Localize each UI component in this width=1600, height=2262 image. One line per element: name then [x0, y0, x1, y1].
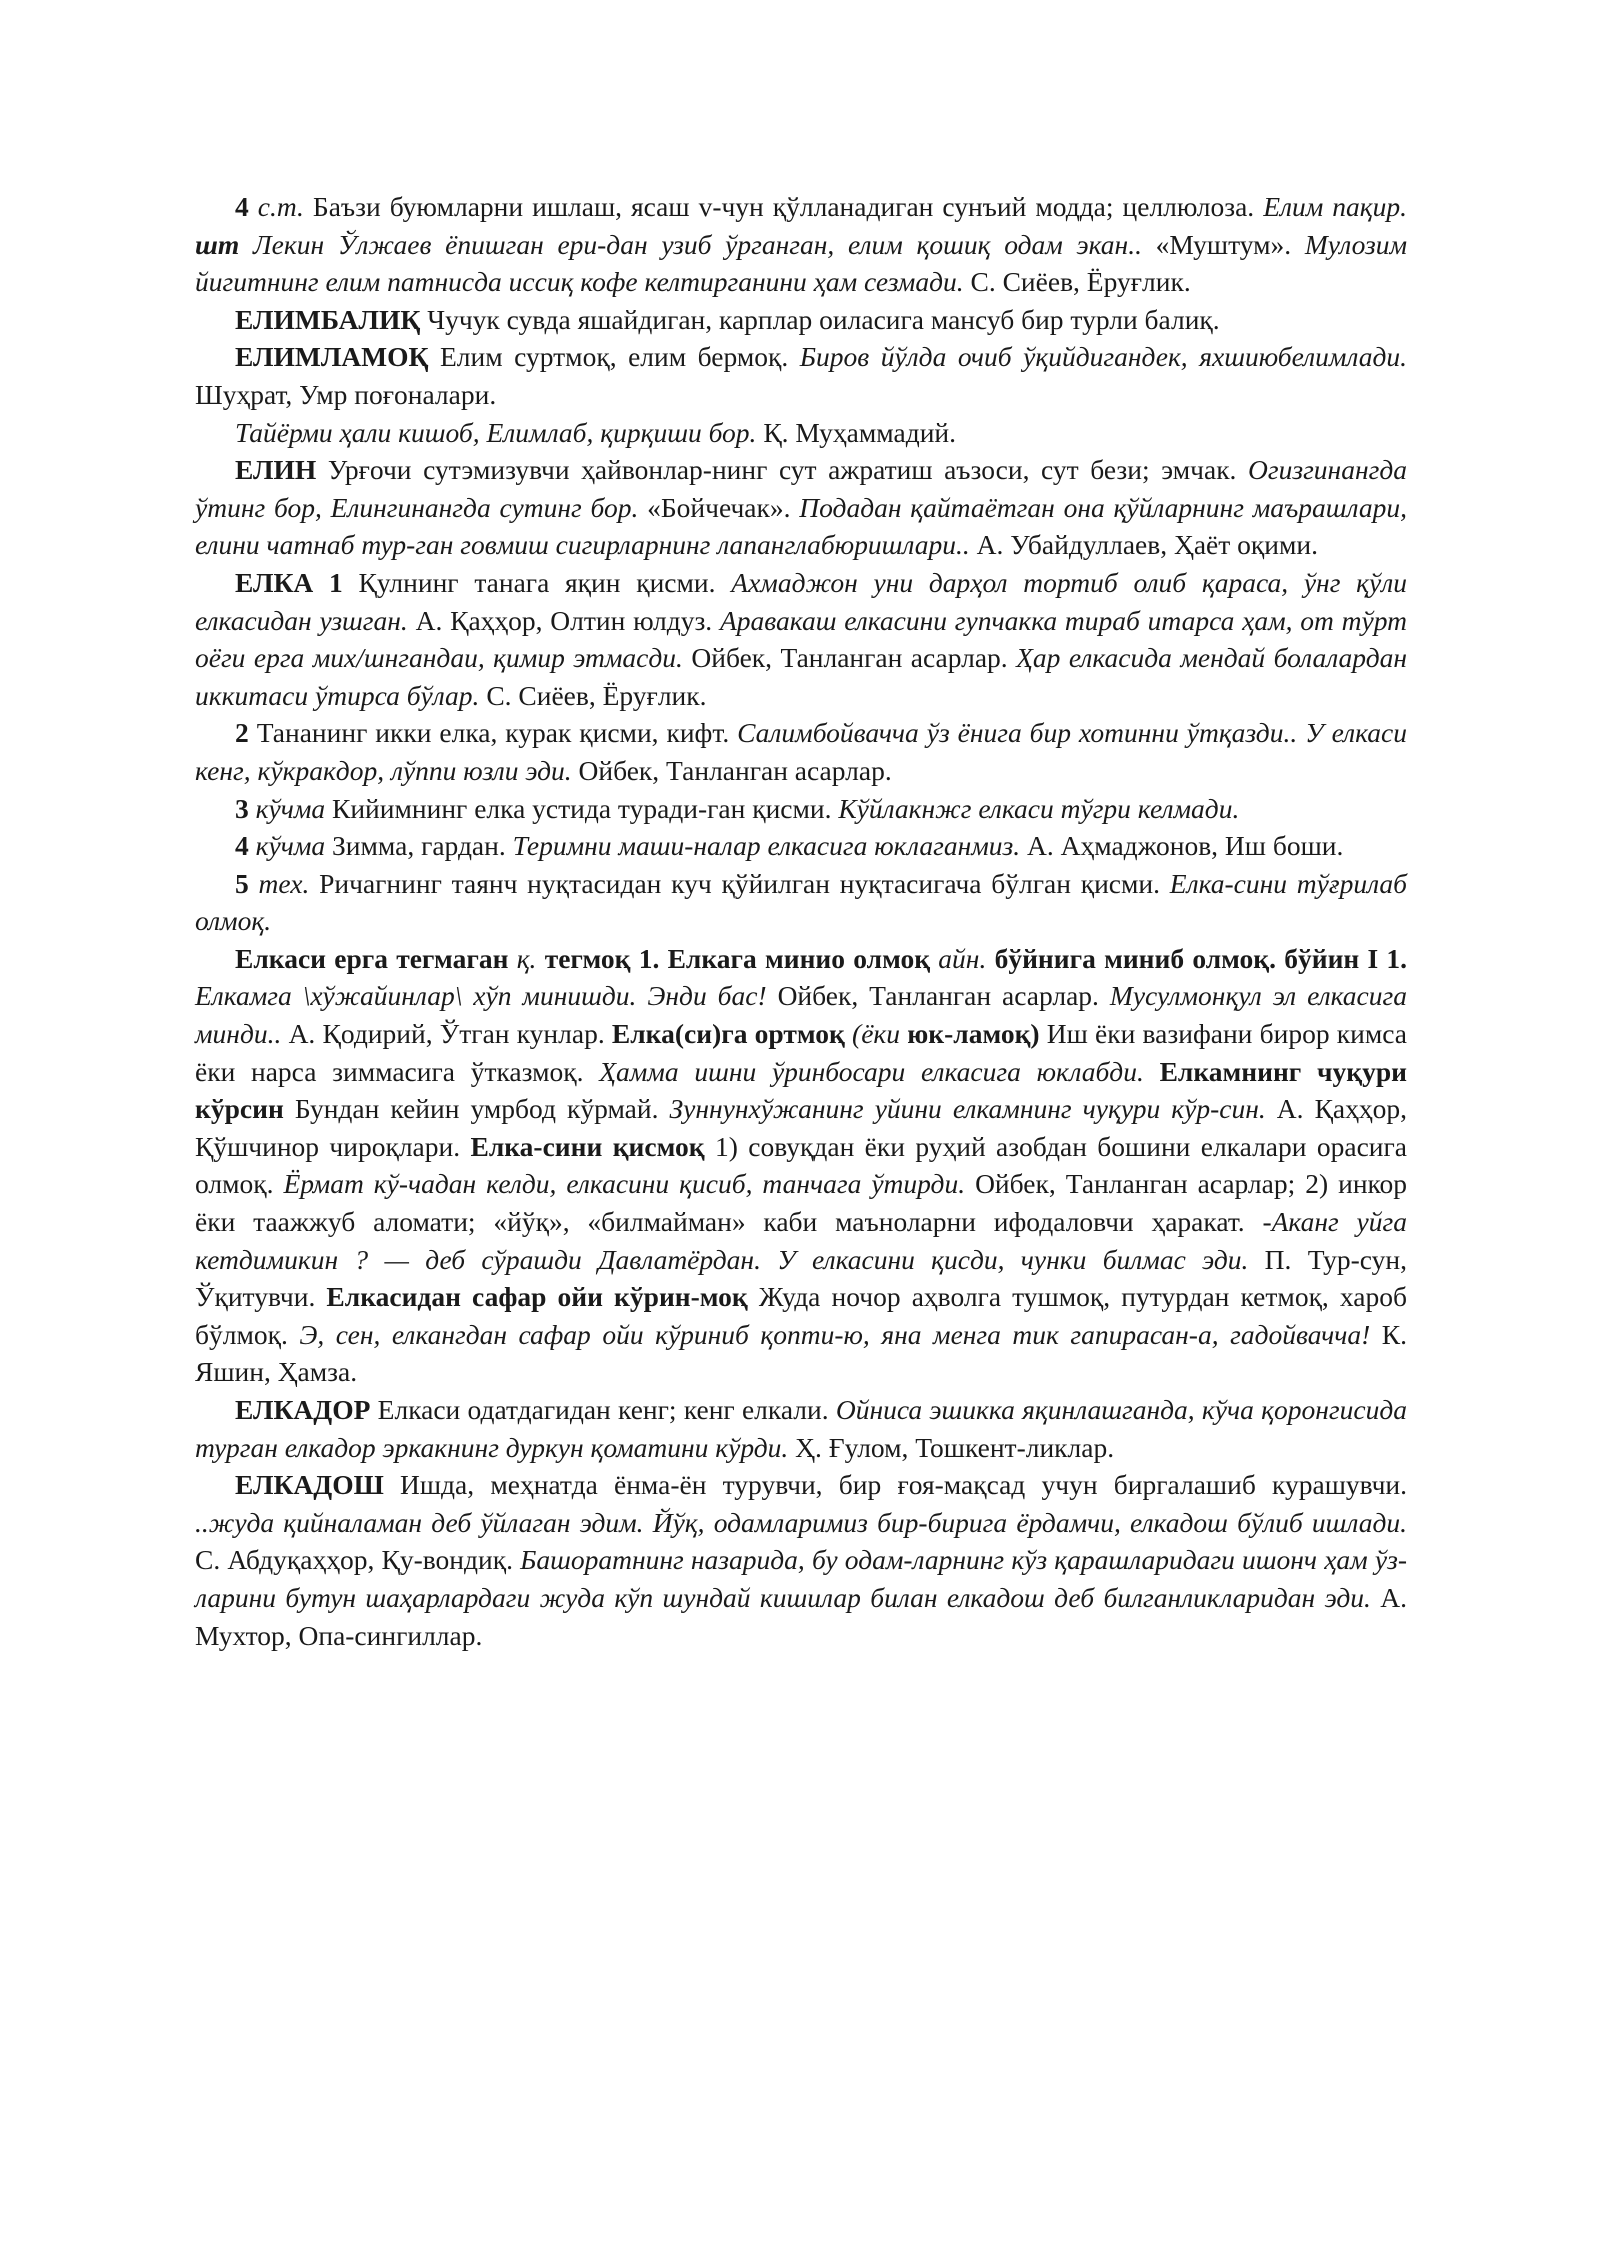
example-text: ..жуда қийналаман деб ўйлаган эдим. Йўқ, одамларимиз бир-бирига ёрдамчи, елкадош бўлиб ишлади. — [195, 1506, 1407, 1538]
example-text: Э, сен, елкангдан сафар ойи кўриниб қопти-ю, яна менга тик гапирасан-а, гадойвачча! — [299, 1318, 1371, 1350]
example-text: Ойниса эшикка яқинлашганда, кўча қоронгисида турган елкадор эркакнинг дуркун қоматини кўрди. — [195, 1394, 1407, 1463]
headword: тегмоқ 1. Елкага минио олмоқ — [544, 942, 931, 974]
definition-text: А. Мухтор, Опа-сингиллар. — [195, 1581, 1407, 1651]
definition-text: А. Қаҳҳор, Қўшчинор чироқлари. — [195, 1093, 1407, 1162]
definition-text: С. Абдуқаҳҳор, Қу-вондиқ. — [195, 1544, 521, 1576]
definition-text: Елкаси одатдагидан кенг; кенг елкали. — [370, 1394, 836, 1425]
example-text: Огизгинангда ўтинг бор, Елингинангда сутинг бор. — [195, 454, 1407, 523]
definition-text: С. Сиёев, Ёруғлик. — [963, 266, 1191, 298]
example-text: Ҳар елкасида мендай болалардан иккитаси ўтирса бўлар. — [195, 642, 1407, 711]
definition-text: Иш ёки вазифани бирор кимса ёки нарса зиммасига ўтказмоқ. — [195, 1018, 1408, 1087]
definition-text: Тананинг икки елка, курак қисми, кифт. — [248, 717, 738, 749]
dictionary-entry-paragraph — [195, 1391, 1407, 1466]
example-text: Мулозим йигитнинг елим патнисда иссиқ кофе келтирганини ҳам сезмади. — [195, 228, 1408, 298]
definition-text: «Муштум». — [1141, 228, 1305, 260]
definition-text — [249, 868, 259, 899]
definition-text: А. Убайдуллаев, Ҳаёт оқими. — [969, 529, 1318, 561]
headword: 3 — [235, 792, 249, 824]
definition-text: Ричагнинг таянч нуқтасидан куч қўйилган нуқтасигача бўлган қисми. — [309, 867, 1170, 899]
definition-text — [508, 943, 516, 974]
headword: Елкасидан сафар ойи кўрин-моқ — [326, 1281, 748, 1313]
definition-text: Зимма, гардан. — [325, 830, 513, 862]
dictionary-page — [195, 188, 1407, 1654]
headword: ЕЛКА 1 — [235, 566, 343, 598]
example-text: Лекин Ўлжаев ёпишган ери-дан узиб ўрганган, елим қошиқ одам экан.. — [253, 228, 1142, 260]
dictionary-entry-paragraph — [195, 301, 1407, 339]
example-text: Ёрмат кў-чадан келди, елкасини қисиб, танчага ўтирди. — [283, 1168, 966, 1200]
definition-text: Ҳ. Ғулом, Тошкент-ликлар. — [788, 1431, 1115, 1463]
definition-text: Кийимнинг елка устида туради-ган қисми. — [325, 792, 839, 824]
dictionary-entry-paragraph — [195, 827, 1407, 865]
definition-text: Елим суртмоқ, елим бермоқ. — [428, 341, 800, 373]
definition-text: П. Тур-сун, Ўқитувчи. — [195, 1243, 1407, 1313]
definition-text: Шуҳрат, Умр поғоналари. — [195, 378, 497, 410]
dictionary-entry-paragraph — [195, 188, 1407, 301]
example-text: Биров йўлда очиб ўқийдигандек, яхшиюбелимлади. — [799, 341, 1407, 373]
dictionary-entry-paragraph — [195, 714, 1407, 789]
example-text: с.т. — [257, 191, 304, 222]
example-text: Аравакаш елкасини гупчакка тираб итарса ҳам, от тўрт оёги ерга мих/шнгандаи, қимир этмасди. — [195, 604, 1407, 674]
example-text: кўчма — [255, 830, 326, 862]
headword: Елка(си)га ортмоқ — [611, 1018, 845, 1050]
headword: ЕЛКАДОШ — [235, 1469, 384, 1501]
definition-text: Ойбек, Танланган асарлар. — [682, 642, 1017, 674]
dictionary-entry-paragraph — [195, 790, 1407, 828]
definition-text: С. Сиёев, Ёруғлик. — [479, 679, 707, 711]
example-text: Зуннунхўжанинг уйини елкамнинг чуқури кўр-син. — [669, 1093, 1266, 1125]
headword: 4 — [235, 191, 249, 222]
dictionary-entry-paragraph — [195, 414, 1407, 452]
example-text: Елка-сини тўғрилаб олмоқ. — [195, 867, 1407, 937]
example-text: Елкамга \хўжайинлар\ хўп минишди. Энди бас! — [195, 980, 767, 1012]
example-text: -Аканг уйга кетдимикин ? — деб сўрашди Давлатёрдан. У елкасини қисди, чунки билмас эди. — [195, 1206, 1407, 1275]
headword: 4 — [235, 830, 249, 862]
headword: Елка-сини қисмоқ — [470, 1130, 705, 1162]
dictionary-entry-paragraph — [195, 451, 1407, 564]
example-text: Башоратнинг назарида, бу одам-ларнинг кўз қарашларидаги ишонч ҳам ўз-ларини бутун шаҳарлардаги жуда кўп шундай кишилар билан елкадош деб билганликларидан эди. — [195, 1544, 1407, 1613]
example-text: (ёки — [852, 1018, 901, 1050]
headword: юк-ламоқ) — [907, 1018, 1040, 1050]
definition-text: Қ. Муҳаммадий. — [756, 416, 957, 448]
definition-text — [1144, 1056, 1160, 1087]
headword: ЕЛИМБАЛИҚ — [235, 303, 421, 335]
dictionary-entry-paragraph — [195, 1466, 1407, 1654]
definition-text: Ойбек, Танланган асарлар; 2) инкор ёки таажжуб аломати; «йўқ», «билмайман» каби маъноларни ифодаловчи ҳаракат. — [195, 1168, 1407, 1238]
definition-text: Жуда ночор аҳволга тушмоқ, путурдан кетмоқ, хароб бўлмоқ. — [195, 1281, 1407, 1350]
dictionary-entry-paragraph — [195, 564, 1407, 714]
headword: 5 — [235, 867, 249, 899]
dictionary-entry-paragraph — [195, 338, 1407, 413]
example-text: Кўйлакнжг елкаси тўгри келмади. — [838, 792, 1240, 824]
headword: 2 — [235, 717, 249, 749]
definition-text — [249, 793, 256, 824]
definition-text — [249, 830, 256, 861]
dictionary-entry-paragraph — [195, 865, 1407, 940]
example-text: Подадан қайтаётган она қўйларнинг маърашлари, елини чатнаб тур-ган говмиш сигирларнинг лапанглабюришлари.. — [195, 491, 1407, 561]
example-text: кўчма — [255, 792, 326, 824]
definition-text: 1) совуқдан ёки руҳий азобдан бошини елкалари орасига олмоқ. — [195, 1130, 1407, 1200]
example-text: Ҳамма ишни ўринбосари елкасига юклабди. — [599, 1055, 1144, 1087]
example-text: Мусулмонқул эл елкасига минди.. — [195, 980, 1407, 1050]
definition-text: А. Аҳмаджонов, Иш боши. — [1020, 830, 1344, 862]
definition-text: К. Яшин, Ҳамза. — [195, 1318, 1408, 1388]
definition-text: Ойбек, Танланган асарлар. — [766, 980, 1110, 1012]
definition-text — [249, 191, 258, 222]
example-text: айн. — [938, 942, 987, 974]
headword: ЕЛИМЛАМОҚ — [235, 341, 429, 373]
definition-text: Ойбек, Танланган асарлар. — [571, 754, 892, 786]
example-text: Ахмаджон уни дарҳол тортиб олиб қараса, ўнг қўли елкасидан узшган. — [195, 566, 1407, 636]
headword: шт — [195, 228, 240, 260]
definition-text — [239, 229, 253, 260]
definition-text: Ишда, меҳнатда ёнма-ён турувчи, бир ғоя-мақсад учун биргалашиб курашувчи. — [383, 1469, 1407, 1501]
headword: ЕЛКАДОР — [235, 1394, 371, 1425]
definition-text — [536, 943, 544, 974]
definition-text: «Бойчечак». — [638, 491, 800, 523]
dictionary-entry-paragraph — [195, 940, 1407, 1391]
definition-text: Бундан кейин умрбод кўрмай. — [283, 1093, 670, 1125]
headword: Елкаси ерга тегмаган — [235, 942, 509, 974]
example-text: Теримни маши-налар елкасига юклаганмиз. — [512, 830, 1021, 862]
definition-text: Баъзи буюмларни ишлаш, ясаш v-чун қўлланадиган сунъий модда; целлюлоза. — [303, 191, 1264, 222]
definition-text: Қулнинг танага яқин қисми. — [342, 566, 732, 598]
example-text: Елим пақир. — [1263, 191, 1408, 222]
definition-text: Урғочи сутэмизувчи ҳайвонлар-нинг сут ажратиш аъзоси, сут бези; эмчак. — [316, 454, 1249, 486]
example-text: тех. — [258, 867, 310, 899]
example-text: Салимбойвачча ўз ёнига бир хотинни ўтқазди.. У елкаси кенг, кўкракдор, лўппи юзли эди. — [195, 717, 1407, 786]
definition-text: Чучук сувда яшайдиган, карплар оиласига мансуб бир турли балиқ. — [420, 303, 1220, 335]
definition-text: А. Қаҳҳор, Олтин юлдуз. — [407, 604, 720, 636]
example-text: Тайёрми ҳали кишоб, Елимлаб, қирқиши бор. — [235, 416, 757, 448]
headword: бўйнига миниб олмоқ. бўйин I 1. — [994, 942, 1408, 974]
definition-text: А. Қодирий, Ўтган кунлар. — [281, 1018, 612, 1050]
example-text: қ. — [516, 942, 537, 974]
definition-text — [845, 1018, 852, 1049]
headword: Елкамнинг чуқури кўрсин — [195, 1055, 1408, 1125]
headword: ЕЛИН — [235, 454, 317, 486]
definition-text — [986, 943, 994, 974]
